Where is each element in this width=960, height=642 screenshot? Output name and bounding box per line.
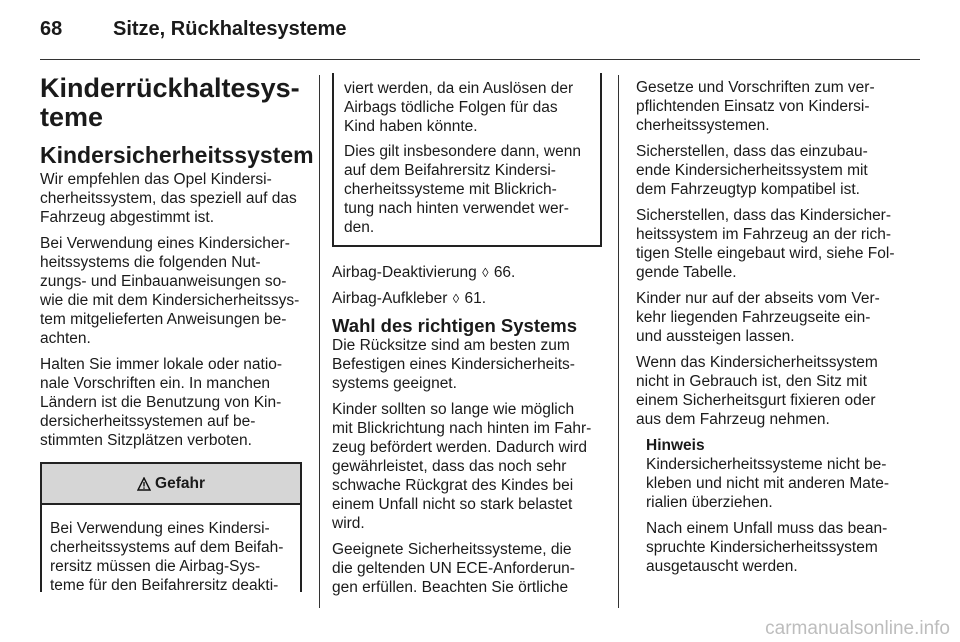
paragraph: Kinder nur auf der abseits vom Ver- kehr liegenden Fahrzeugseite ein- und aussteigen lassen. — [636, 290, 880, 345]
paragraph: Wir empfehlen das Opel Kindersi- cherheitssystem, das speziell auf das Fahrzeug abgestimmt ist. — [40, 171, 297, 226]
paragraph: Kindersicherheitssysteme nicht be- kleben und nicht mit anderen Mate- rialien überziehen. — [646, 456, 889, 511]
column-3 — [636, 78, 918, 583]
paragraph: viert werden, da ein Auslösen der Airbags tödliche Folgen für das Kind haben könnte. — [344, 80, 574, 135]
paragraph: Kinder sollten so lange wie möglich mit Blickrichtung nach hinten im Fahr- zeug befördert werden. Dadurch wird gewährleistet, dass das noch sehr schwache Rückgrat des Kindes bei einem Unfall nicht so stark belastet wird. — [332, 401, 592, 532]
subsection-heading: Wahl des richtigen Systems — [332, 315, 578, 336]
reference-arrow-icon: ◊ — [452, 291, 460, 306]
paragraph: Wenn das Kindersicherheitssystem nicht in Gebrauch ist, den Sitz mit einem Sicherheitsgurt fixieren oder aus dem Fahrzeug nehmen. — [636, 354, 878, 428]
paragraph: Bei Verwendung eines Kindersicher- heitssystems die folgenden Nut- zungs- und Einbauanweisungen so- wie die mit dem Kindersicherheitssys- tem mitgelieferten Anweisungen be- achten. — [40, 235, 300, 347]
paragraph: Dies gilt insbesondere dann, wenn auf dem Beifahrersitz Kindersi- cherheitssysteme mit Blickrich- tung nach hinten verwendet wer- den. — [344, 143, 581, 236]
cross-reference-link[interactable]: Airbag-Deaktivierung ◊ 66. — [332, 264, 516, 281]
paragraph: Gesetze und Vorschriften zum ver- pflichtenden Einsatz von Kindersi- cherheitssystemen. — [636, 79, 875, 134]
column-2 — [332, 73, 602, 604]
danger-heading: Gefahr — [155, 475, 205, 492]
subsection-title: Kindersicherheitssystem — [40, 142, 314, 168]
reference-arrow-icon: ◊ — [482, 265, 489, 280]
watermark: carmanualsonline.info — [765, 618, 950, 639]
header-rule — [40, 59, 920, 60]
paragraph: Die Rücksitze sind am besten zum Befestigen eines Kindersicherheits- systems geeignet. — [332, 337, 575, 392]
danger-box-header — [42, 464, 300, 505]
paragraph: Geeignete Sicherheitssysteme, die die geltenden UN ECE-Anforderun- gen erfüllen. Beachten Sie örtliche — [332, 541, 575, 596]
paragraph: Sicherstellen, dass das einzubau- ende Kindersicherheitssystem mit dem Fahrzeugtyp kompatibel ist. — [636, 143, 868, 198]
column-divider-2 — [618, 75, 619, 608]
paragraph: Nach einem Unfall muss das bean- spruchte Kindersicherheitssystem ausgetauscht werden. — [646, 520, 888, 575]
column-divider-1 — [319, 75, 320, 608]
section-title: Sitze, Rückhaltesysteme — [113, 18, 347, 40]
page-number: 68 — [40, 18, 63, 40]
danger-box-continued — [332, 73, 602, 247]
danger-box — [40, 462, 302, 592]
cross-reference-link[interactable]: Airbag-Aufkleber ◊ 61. — [332, 290, 487, 307]
warning-triangle-icon — [137, 477, 151, 491]
chapter-title: Kinderrückhaltesys- teme — [40, 73, 300, 132]
note-title: Hinweis — [646, 437, 705, 454]
note-box — [636, 436, 918, 576]
paragraph: Sicherstellen, dass das Kindersicher- heitssystem im Fahrzeug an der rich- tigen Stelle eingebaut wird, siehe Fol- gende Tabelle. — [636, 207, 895, 281]
danger-box-body: Bei Verwendung eines Kindersi- cherheitssystems auf dem Beifah- rersitz müssen die Airbag-Sys- teme für den Beifahrersitz deakti- — [50, 520, 284, 594]
column-1 — [40, 73, 314, 594]
paragraph: Halten Sie immer lokale oder natio- nale Vorschriften ein. In manchen Ländern ist die Benutzung von Kin- dersicherheitssystemen auf be- stimmten Sitzplätzen verboten. — [40, 356, 283, 449]
